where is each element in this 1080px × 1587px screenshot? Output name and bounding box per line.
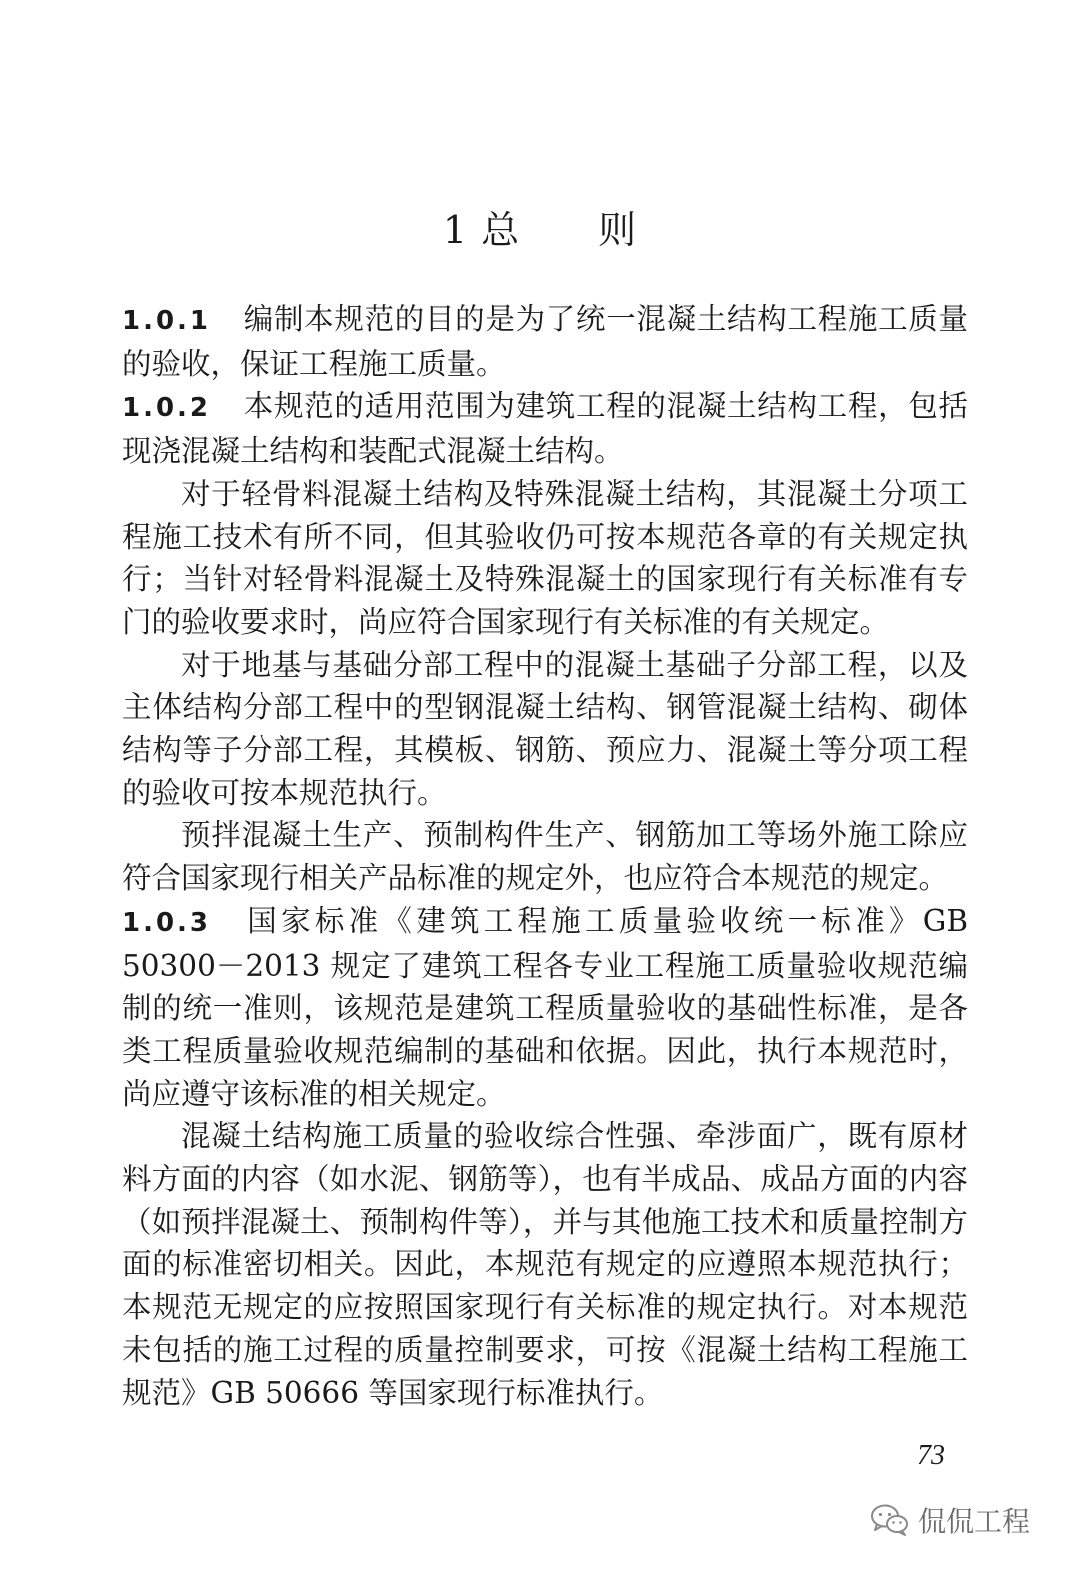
clause-paragraph: 对于轻骨料混凝土结构及特殊混凝土结构，其混凝土分项工程施工技术有所不同，但其验收仍可按本规范各章的有关规定执行；当针对轻骨料混凝土及特殊混凝土的国家现行有关标准有专门的验收要求时，尚应符合国家现行有关标准的有关规定。 xyxy=(122,476,968,639)
clause-text: 本规范的适用范围为建筑工程的混凝土结构工程，包括现浇混凝土结构和装配式混凝土结构。 xyxy=(122,389,968,469)
clause-number: 1.0.2 xyxy=(122,393,212,424)
chapter-title: 1 总 则 xyxy=(442,208,638,252)
clause-text: 编制本规范的目的是为了统一混凝土结构工程施工质量的验收，保证工程施工质量。 xyxy=(122,302,968,381)
watermark-text: 侃侃工程 xyxy=(917,1505,1030,1538)
clause-1-0-1 xyxy=(122,298,968,385)
clause-paragraph: 混凝土结构施工质量的验收综合性强、牵涉面广，既有原材料方面的内容（如水泥、钢筋等），也有半成品、成品方面的内容（如预拌混凝土、预制构件等），并与其他施工技术和质量控制方面的标准密切相关。因此，本规范有规定的应遵照本规范执行；本规范无规定的应按照国家现行有关标准的规定执行。对本规范未包括的施工过程的质量控制要求，可按《混凝土结构工程施工规范》GB 50666 等国家现行标准执行。 xyxy=(122,1119,968,1410)
clause-paragraph: 预拌混凝土生产、预制构件生产、钢筋加工等场外施工除应符合国家现行相关产品标准的规定外，也应符合本规范的规定。 xyxy=(122,818,968,896)
clause-number: 1.0.1 xyxy=(122,306,212,336)
clause-text: 国家标准《建筑工程施工质量验收统一标准》GB 50300－2013 规定了建筑工程各专业工程施工质量验收规范编制的统一准则，该规范是建筑工程质量验收的基础性标准，是各类工程质量验收规范编制的基础和依据。因此，执行本规范时，尚应遵守该标准的相关规定。 xyxy=(122,903,968,1111)
clause-1-0-2 xyxy=(122,385,968,472)
watermark xyxy=(870,1500,1030,1540)
clause-paragraph: 对于地基与基础分部工程中的混凝土基础子分部工程，以及主体结构分部工程中的型钢混凝土结构、钢管混凝土结构、砌体结构等子分部工程，其模板、钢筋、预应力、混凝土等分项工程的验收可按本规范执行。 xyxy=(122,647,968,810)
clause-number: 1.0.3 xyxy=(122,907,212,938)
wechat-icon xyxy=(870,1503,910,1537)
clause-1-0-3 xyxy=(122,900,968,1116)
chapter-body xyxy=(122,298,968,1414)
page-number: 73 xyxy=(917,1440,945,1471)
